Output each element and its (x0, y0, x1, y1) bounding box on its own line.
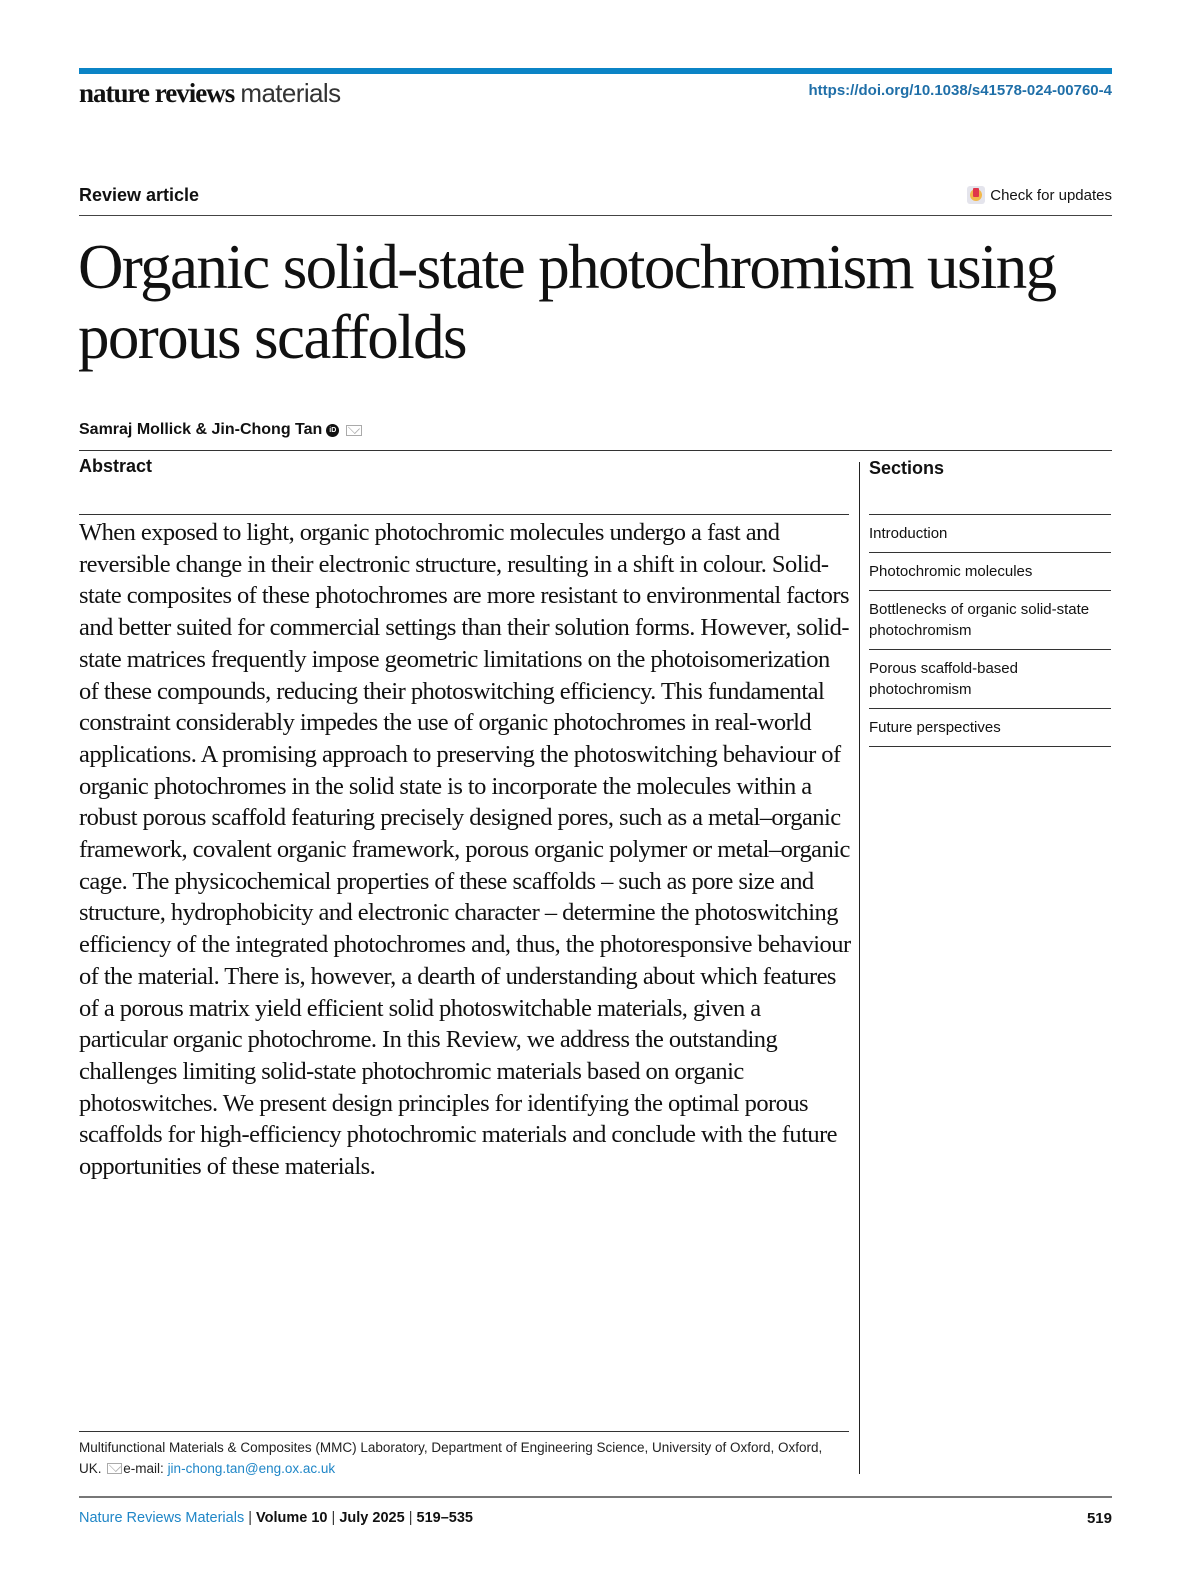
divider (79, 1496, 1112, 1498)
separator: | (331, 1510, 336, 1526)
journal-logo[interactable] (79, 78, 340, 109)
email-label: e-mail: (123, 1461, 164, 1476)
footer-volume: Volume 10 (256, 1510, 328, 1526)
abstract-text: When exposed to light, organic photochromic molecules undergo a fast and reversible change in their electronic structure, resulting in a shift in colour. Solid-state composites of these photochromes are more resistant to environmental factors and better suited for commercial settings than their solution forms. However, solid-state matrices frequently impose geometric limitations on the photoisomerization of these compounds, reducing their photoswitching efficiency. This fundamental constraint considerably impedes the use of organic photochromes in real-world applications. A promising approach to preserving the photoswitching behaviour of organic photochromes in the solid state is to incorporate the molecules within a robust porous scaffold featuring precisely designed pores, such as a metal–organic framework, covalent organic framework, porous organic polymer or metal–organic cage. The physicochemical properties of these scaffolds – such as pore size and structure, hydrophobicity and electronic character – determine the photoswitching efficiency of the integrated photochromes and, thus, the photoresponsive behaviour of the material. There is, however, a dearth of understanding about which features of a porous matrix yield efficient solid photoswitchable materials, given a particular organic photochrome. In this Review, we address the outstanding challenges limiting solid-state photochromic materials based on organic photoswitches. We present design principles for identifying the optimal porous scaffolds for high-efficiency photochromic materials and conclude with the future opportunities of these materials. (79, 519, 851, 1181)
footer-journal[interactable]: Nature Reviews Materials (79, 1510, 245, 1526)
mail-icon (107, 1463, 122, 1474)
sections-heading: Sections (869, 458, 945, 478)
separator: | (408, 1510, 413, 1526)
page-number: 519 (1086, 1510, 1112, 1527)
author-line (79, 421, 362, 439)
sections-list (869, 514, 1111, 747)
section-link-future-perspectives[interactable]: Future perspectives (869, 709, 1111, 747)
article-type: Review article (79, 185, 200, 205)
journal-logo-light: materials (240, 78, 341, 108)
check-for-updates-button[interactable] (967, 186, 1112, 204)
abstract-heading: Abstract (79, 456, 153, 476)
mail-icon[interactable] (346, 425, 362, 436)
doi-link[interactable]: https://doi.org/10.1038/s41578-024-00760-4 (808, 82, 1112, 99)
affiliation (79, 1437, 839, 1479)
divider (79, 1431, 849, 1432)
footer-citation (79, 1510, 473, 1526)
divider (79, 514, 849, 515)
divider (79, 215, 1112, 216)
divider (79, 450, 1112, 451)
column-divider (859, 462, 860, 1474)
separator: | (248, 1510, 253, 1526)
section-link-bottlenecks[interactable]: Bottlenecks of organic solid-state photochromism (869, 591, 1111, 650)
authors: Samraj Mollick & Jin-Chong Tan (79, 421, 323, 438)
section-link-porous-scaffold[interactable]: Porous scaffold-based photochromism (869, 650, 1111, 709)
affiliation-text: Multifunctional Materials & Composites (MMC) Laboratory, Department of Engineering Science, University of Oxford, Oxford, UK. (79, 1440, 823, 1476)
check-for-updates-label: Check for updates (990, 186, 1112, 204)
footer-date: July 2025 (339, 1510, 405, 1526)
journal-logo-bold: nature reviews (79, 78, 235, 108)
crossmark-icon (967, 186, 985, 204)
section-link-photochromic-molecules[interactable]: Photochromic molecules (869, 553, 1111, 591)
article-title: Organic solid-state photochromism using porous scaffolds (78, 232, 1056, 372)
footer-pages: 519–535 (416, 1510, 473, 1526)
section-link-introduction[interactable]: Introduction (869, 515, 1111, 553)
orcid-icon[interactable]: iD (326, 424, 339, 437)
email-link[interactable]: jin-chong.tan@eng.ox.ac.uk (167, 1461, 336, 1476)
journal-accent-bar (79, 68, 1112, 74)
